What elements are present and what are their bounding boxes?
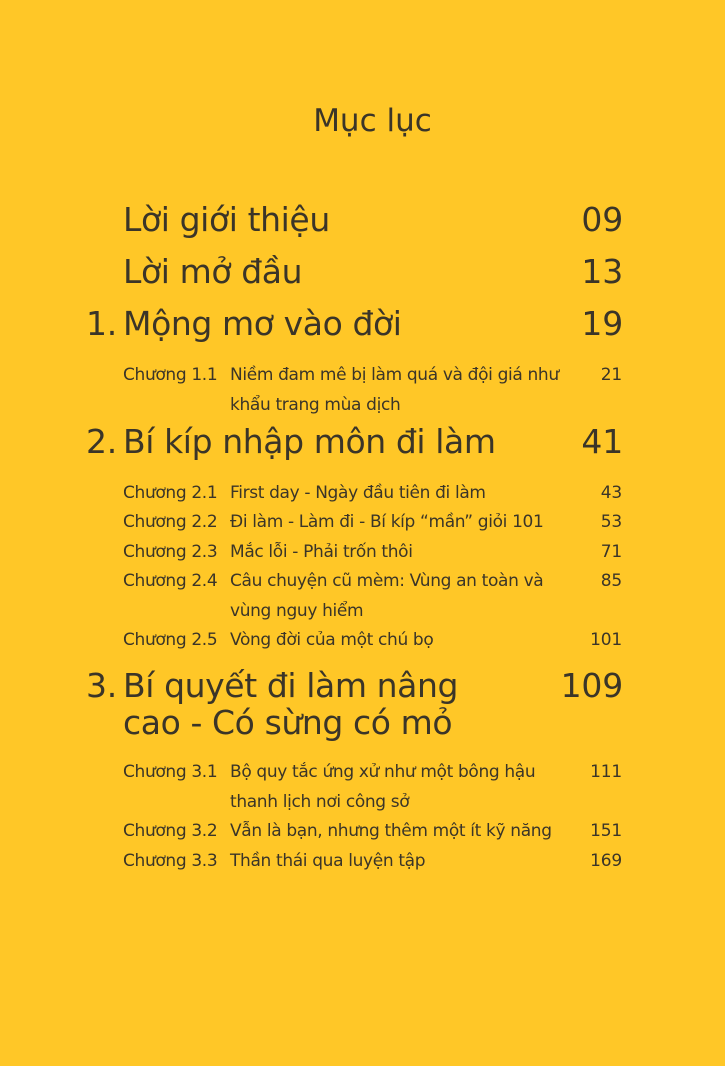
chapter-label: Chương 3.2 bbox=[123, 821, 218, 841]
chapter-page: 169 bbox=[590, 851, 622, 871]
chapter-label: Chương 2.1 bbox=[123, 483, 218, 503]
chapter-page: 101 bbox=[590, 630, 622, 650]
chapter-title: Câu chuyện cũ mèm: Vùng an toàn và vùng nguy hiểm bbox=[230, 571, 544, 621]
toc-part-page: 109 bbox=[560, 666, 623, 705]
chapter-page: 43 bbox=[600, 483, 622, 503]
toc-part-number: 3. bbox=[86, 666, 118, 705]
chapter-label: Chương 2.5 bbox=[123, 630, 218, 650]
chapter-title: Thần thái qua luyện tập bbox=[230, 851, 426, 871]
chapter-label: Chương 1.1 bbox=[123, 365, 218, 385]
toc-part-label: Bí kíp nhập môn đi làm bbox=[123, 422, 496, 461]
chapter-title: Vẫn là bạn, nhưng thêm một ít kỹ năng bbox=[230, 821, 552, 841]
chapter-label: Chương 3.3 bbox=[123, 851, 218, 871]
chapter-title: Mắc lỗi - Phải trốn thôi bbox=[230, 542, 413, 562]
chapter-page: 111 bbox=[590, 762, 622, 782]
page-title: Mục lục bbox=[313, 103, 432, 139]
toc-entry-label: Lời mở đầu bbox=[123, 252, 303, 291]
chapter-title: Niềm đam mê bị làm quá và đội giá như khẩu trang mùa dịch bbox=[230, 365, 559, 415]
toc-part-page: 19 bbox=[581, 304, 623, 343]
chapter-title: Đi làm - Làm đi - Bí kíp “mần” giỏi 101 bbox=[230, 512, 544, 532]
toc-part-page: 41 bbox=[581, 422, 623, 461]
toc-part-label: Bí quyết đi làm nâng cao - Có sừng có mỏ bbox=[123, 666, 459, 742]
chapter-label: Chương 3.1 bbox=[123, 762, 218, 782]
chapter-page: 53 bbox=[600, 512, 622, 532]
toc-entry-page: 13 bbox=[581, 252, 623, 291]
chapter-title: Bộ quy tắc ứng xử như một bông hậu thanh lịch nơi công sở bbox=[230, 762, 536, 812]
toc-part-label: Mộng mơ vào đời bbox=[123, 304, 402, 343]
toc-part-number: 2. bbox=[86, 422, 118, 461]
chapter-label: Chương 2.2 bbox=[123, 512, 218, 532]
chapter-title: Vòng đời của một chú bọ bbox=[230, 630, 434, 650]
chapter-title: First day - Ngày đầu tiên đi làm bbox=[230, 483, 486, 503]
toc-entry-page: 09 bbox=[581, 200, 623, 239]
toc-part-number: 1. bbox=[86, 304, 118, 343]
chapter-label: Chương 2.4 bbox=[123, 571, 218, 591]
chapter-page: 85 bbox=[600, 571, 622, 591]
chapter-page: 21 bbox=[600, 365, 622, 385]
toc-entry-label: Lời giới thiệu bbox=[123, 200, 330, 239]
chapter-page: 151 bbox=[590, 821, 622, 841]
chapter-page: 71 bbox=[600, 542, 622, 562]
chapter-label: Chương 2.3 bbox=[123, 542, 218, 562]
